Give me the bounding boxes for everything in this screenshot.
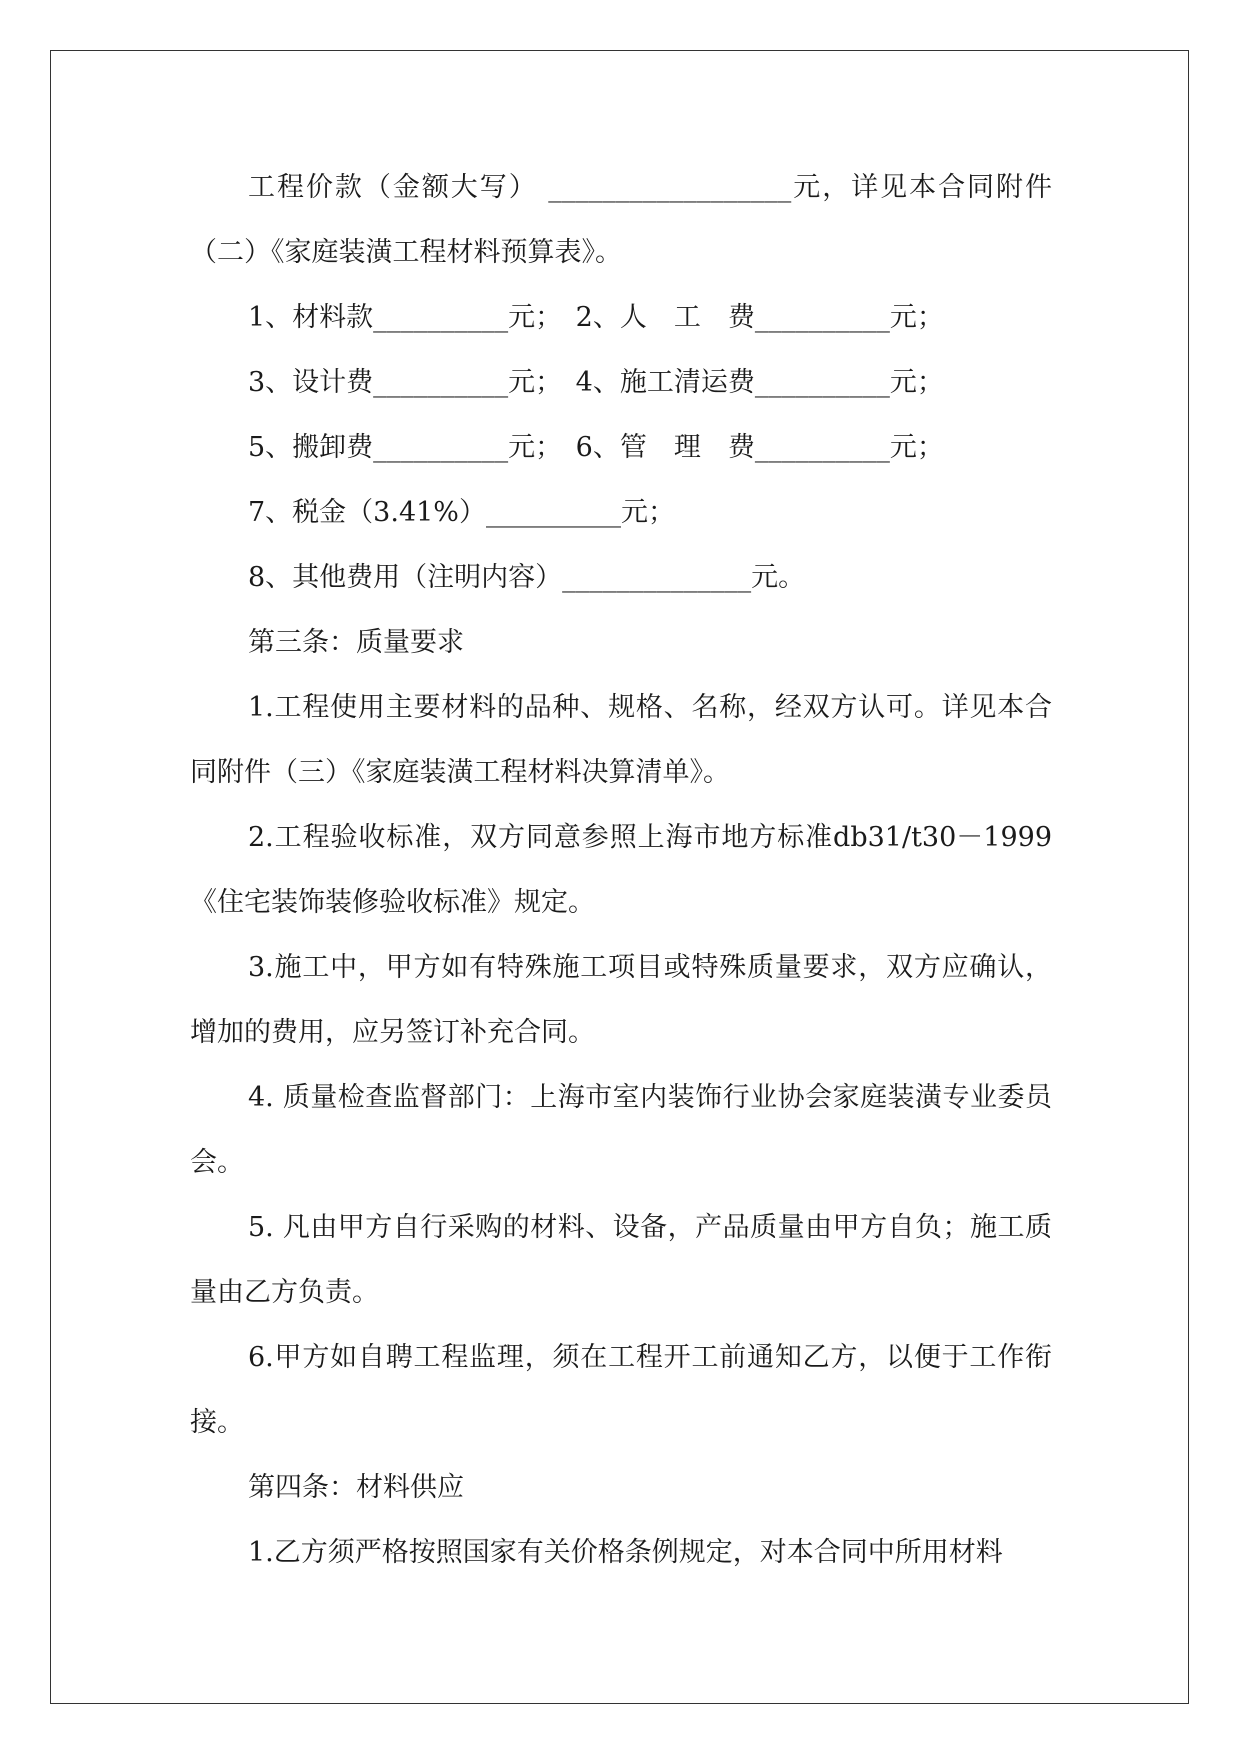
quality-clause-1: 1.工程使用主要材料的品种、规格、名称，经双方认可。详见本合同附件（三）《家庭装潢工程材料决算清单》。 (190, 692, 1052, 788)
fee-item-1-2: 1、材料款__________元； 2、人 工 费__________元； (248, 302, 944, 333)
document-body (190, 155, 1052, 1585)
quality-clause-2: 2.工程验收标准，双方同意参照上海市地方标准db31/t30－1999《住宅装饰装修验收标准》规定。 (190, 822, 1052, 918)
fee-item-7: 7、税金（3.41%）__________元； (248, 497, 675, 528)
clause-price: 工程价款（金额大写） __________________元，详见本合同附件（二）《家庭装潢工程材料预算表》。 (190, 172, 1052, 268)
section-heading-4: 第四条：材料供应 (248, 1472, 464, 1503)
quality-clause-3: 3.施工中，甲方如有特殊施工项目或特殊质量要求，双方应确认，增加的费用，应另签订补充合同。 (190, 952, 1052, 1048)
fee-item-5-6: 5、搬卸费__________元； 6、管 理 费__________元； (248, 432, 944, 463)
supply-clause-1: 1.乙方须严格按照国家有关价格条例规定，对本合同中所用材料 (248, 1537, 1003, 1568)
fee-item-3-4: 3、设计费__________元； 4、施工清运费__________元； (248, 367, 944, 398)
section-heading-3: 第三条：质量要求 (248, 627, 464, 658)
quality-clause-4: 4. 质量检查监督部门：上海市室内装饰行业协会家庭装潢专业委员会。 (190, 1082, 1052, 1178)
quality-clause-6: 6.甲方如自聘工程监理，须在工程开工前通知乙方，以便于工作衔接。 (190, 1342, 1052, 1438)
fee-item-8: 8、其他费用（注明内容）______________元。 (248, 562, 806, 593)
quality-clause-5: 5. 凡由甲方自行采购的材料、设备，产品质量由甲方自负；施工质量由乙方负责。 (190, 1212, 1052, 1308)
